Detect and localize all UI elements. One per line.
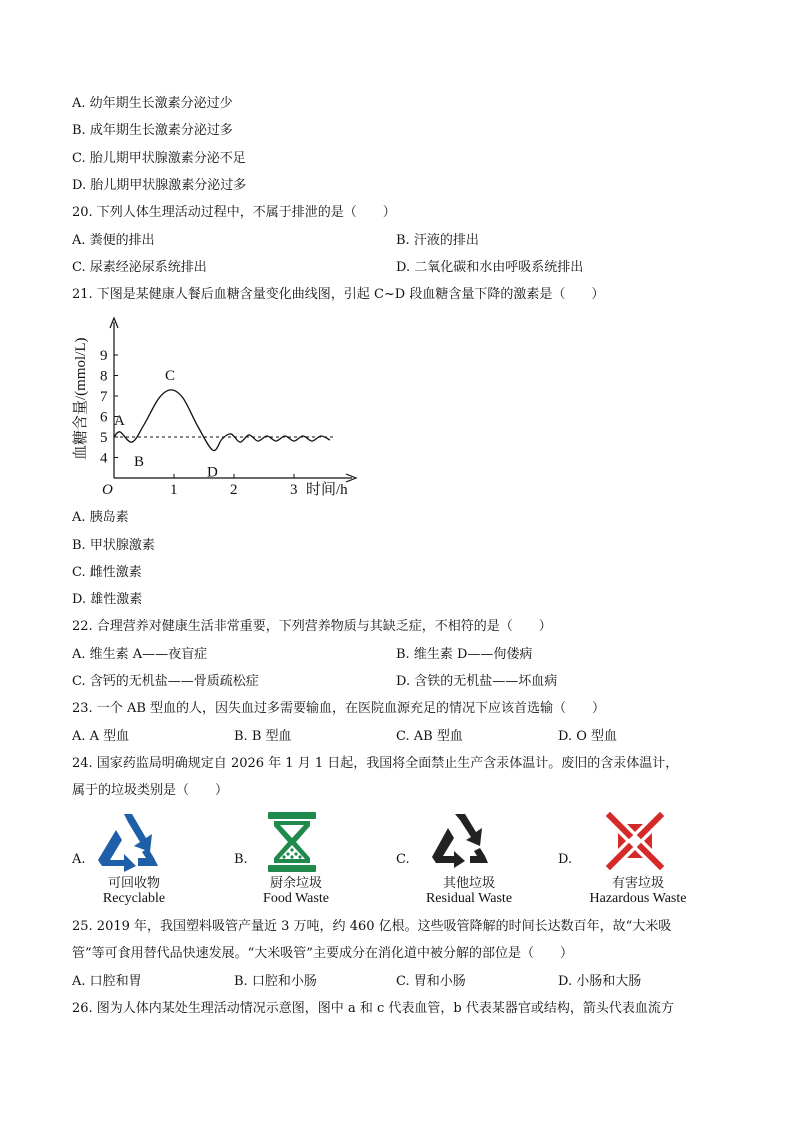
y-tick-label: 8 bbox=[100, 368, 108, 385]
q19-option-d: D. 胎儿期甲状腺激素分泌过多 bbox=[72, 178, 247, 193]
q25-option-a: A. 口腔和胃 bbox=[72, 974, 142, 989]
q26-stem: 26. 图为人体内某处生理活动情况示意图，图中 a 和 c 代表血管，b 代表某器官或结构，箭头代表血流方 bbox=[72, 1001, 674, 1016]
food-waste-icon bbox=[264, 810, 320, 874]
q20-option-b: B. 汗液的排出 bbox=[396, 233, 479, 248]
q20-stem: 20. 下列人体生理活动过程中，不属于排泄的是（ ） bbox=[72, 205, 396, 220]
q24-option-b-caption bbox=[244, 876, 348, 906]
q22-option-b: B. 维生素 D——佝偻病 bbox=[396, 647, 533, 662]
q22-option-d: D. 含铁的无机盐——坏血病 bbox=[396, 674, 558, 689]
q21-option-d: D. 雄性激素 bbox=[72, 592, 143, 607]
y-tick-label: 7 bbox=[100, 389, 108, 405]
residual-waste-icon bbox=[428, 810, 494, 870]
q24-option-a-en: Recyclable bbox=[102, 891, 166, 906]
q19-option-c: C. 胎儿期甲状腺激素分泌不足 bbox=[72, 151, 246, 166]
x-tick-label: 1 bbox=[170, 482, 178, 498]
q24-option-d-letter: D. bbox=[558, 852, 573, 867]
q24-option-b-letter: B. bbox=[234, 852, 248, 867]
q23-option-a: A. A 型血 bbox=[72, 729, 130, 744]
q21-option-a: A. 胰岛素 bbox=[72, 510, 129, 525]
origin-label: O bbox=[102, 482, 113, 498]
blood-sugar-chart bbox=[70, 310, 370, 505]
q24-option-a-letter: A. bbox=[72, 852, 86, 867]
y-tick-label: 9 bbox=[100, 348, 108, 364]
q24-option-c-cn: 其他垃圾 bbox=[442, 876, 495, 891]
q24-option-a-caption bbox=[84, 876, 184, 906]
point-label-d: D bbox=[207, 464, 218, 481]
q25-option-b: B. 口腔和小肠 bbox=[234, 974, 317, 989]
q22-option-c: C. 含钙的无机盐——骨质疏松症 bbox=[72, 674, 259, 689]
x-tick-label: 2 bbox=[230, 482, 238, 498]
y-tick-label: 5 bbox=[100, 430, 108, 446]
point-label-b: B bbox=[134, 454, 145, 471]
q25-option-d: D. 小肠和大肠 bbox=[558, 974, 642, 989]
blood-sugar-curve bbox=[114, 390, 330, 451]
q24-option-b-en: Food Waste bbox=[263, 891, 329, 906]
q23-option-b: B. B 型血 bbox=[234, 729, 292, 744]
y-axis-label: 血糖含量/(mmol/L) bbox=[73, 337, 89, 460]
q24-option-c-letter: C. bbox=[396, 852, 410, 867]
q22-stem: 22. 合理营养对健康生活非常重要，下列营养物质与其缺乏症，不相符的是（ ） bbox=[72, 619, 552, 634]
point-label-a: A bbox=[114, 412, 125, 429]
x-tick-label: 3 bbox=[290, 482, 298, 498]
q22-option-a: A. 维生素 A——夜盲症 bbox=[72, 647, 208, 662]
q24-option-d-caption bbox=[576, 876, 700, 906]
q24-option-c-caption bbox=[410, 876, 528, 906]
q24-option-a-cn: 可回收物 bbox=[107, 876, 160, 891]
q24-option-b-cn: 厨余垃圾 bbox=[269, 876, 322, 891]
q20-option-c: C. 尿素经泌尿系统排出 bbox=[72, 260, 207, 275]
q24-option-c-en: Residual Waste bbox=[425, 891, 513, 906]
q21-option-b: B. 甲状腺激素 bbox=[72, 538, 155, 553]
x-axis-label: 时间/h bbox=[306, 482, 348, 498]
q21-option-c: C. 雌性激素 bbox=[72, 565, 142, 580]
recyclable-icon bbox=[94, 810, 162, 874]
point-label-c: C bbox=[165, 367, 176, 384]
q25-option-c: C. 胃和小肠 bbox=[396, 974, 466, 989]
q23-option-d: D. O 型血 bbox=[558, 729, 618, 744]
q21-stem: 21. 下图是某健康人餐后血糖含量变化曲线图，引起 C~D 段血糖含量下降的激素是（ ） bbox=[72, 287, 605, 302]
q24-option-d-cn: 有害垃圾 bbox=[611, 876, 664, 891]
y-tick-label: 6 bbox=[100, 409, 108, 426]
q24-stem-line1: 24. 国家药监局明确规定自 2026 年 1 月 1 日起，我国将全面禁止生产含汞体温计。废旧的含汞体温计， bbox=[72, 756, 679, 771]
q23-option-c: C. AB 型血 bbox=[396, 729, 463, 744]
y-tick-label: 4 bbox=[100, 450, 108, 467]
q20-option-a: A. 粪便的排出 bbox=[72, 233, 155, 248]
q24-stem-line2: 属于的垃圾类别是（ ） bbox=[72, 783, 229, 798]
q25-stem-line1: 25. 2019 年，我国塑料吸管产量近 3 万吨，约 460 亿根。这些吸管降解的时间长达数百年，故“大米吸 bbox=[72, 919, 672, 934]
q19-option-b: B. 成年期生长激素分泌过多 bbox=[72, 123, 233, 138]
q25-stem-line2: 管”等可食用替代品快速发展。“大米吸管”主要成分在消化道中被分解的部位是（ ） bbox=[72, 946, 573, 961]
q23-stem: 23. 一个 AB 型血的人，因失血过多需要输血，在医院血源充足的情况下应该首选输（ ） bbox=[72, 701, 606, 716]
q24-option-d-en: Hazardous Waste bbox=[589, 891, 687, 906]
hazardous-waste-icon bbox=[604, 810, 666, 872]
q19-option-a: A. 幼年期生长激素分泌过少 bbox=[72, 96, 233, 111]
q20-option-d: D. 二氧化碳和水由呼吸系统排出 bbox=[396, 260, 584, 275]
